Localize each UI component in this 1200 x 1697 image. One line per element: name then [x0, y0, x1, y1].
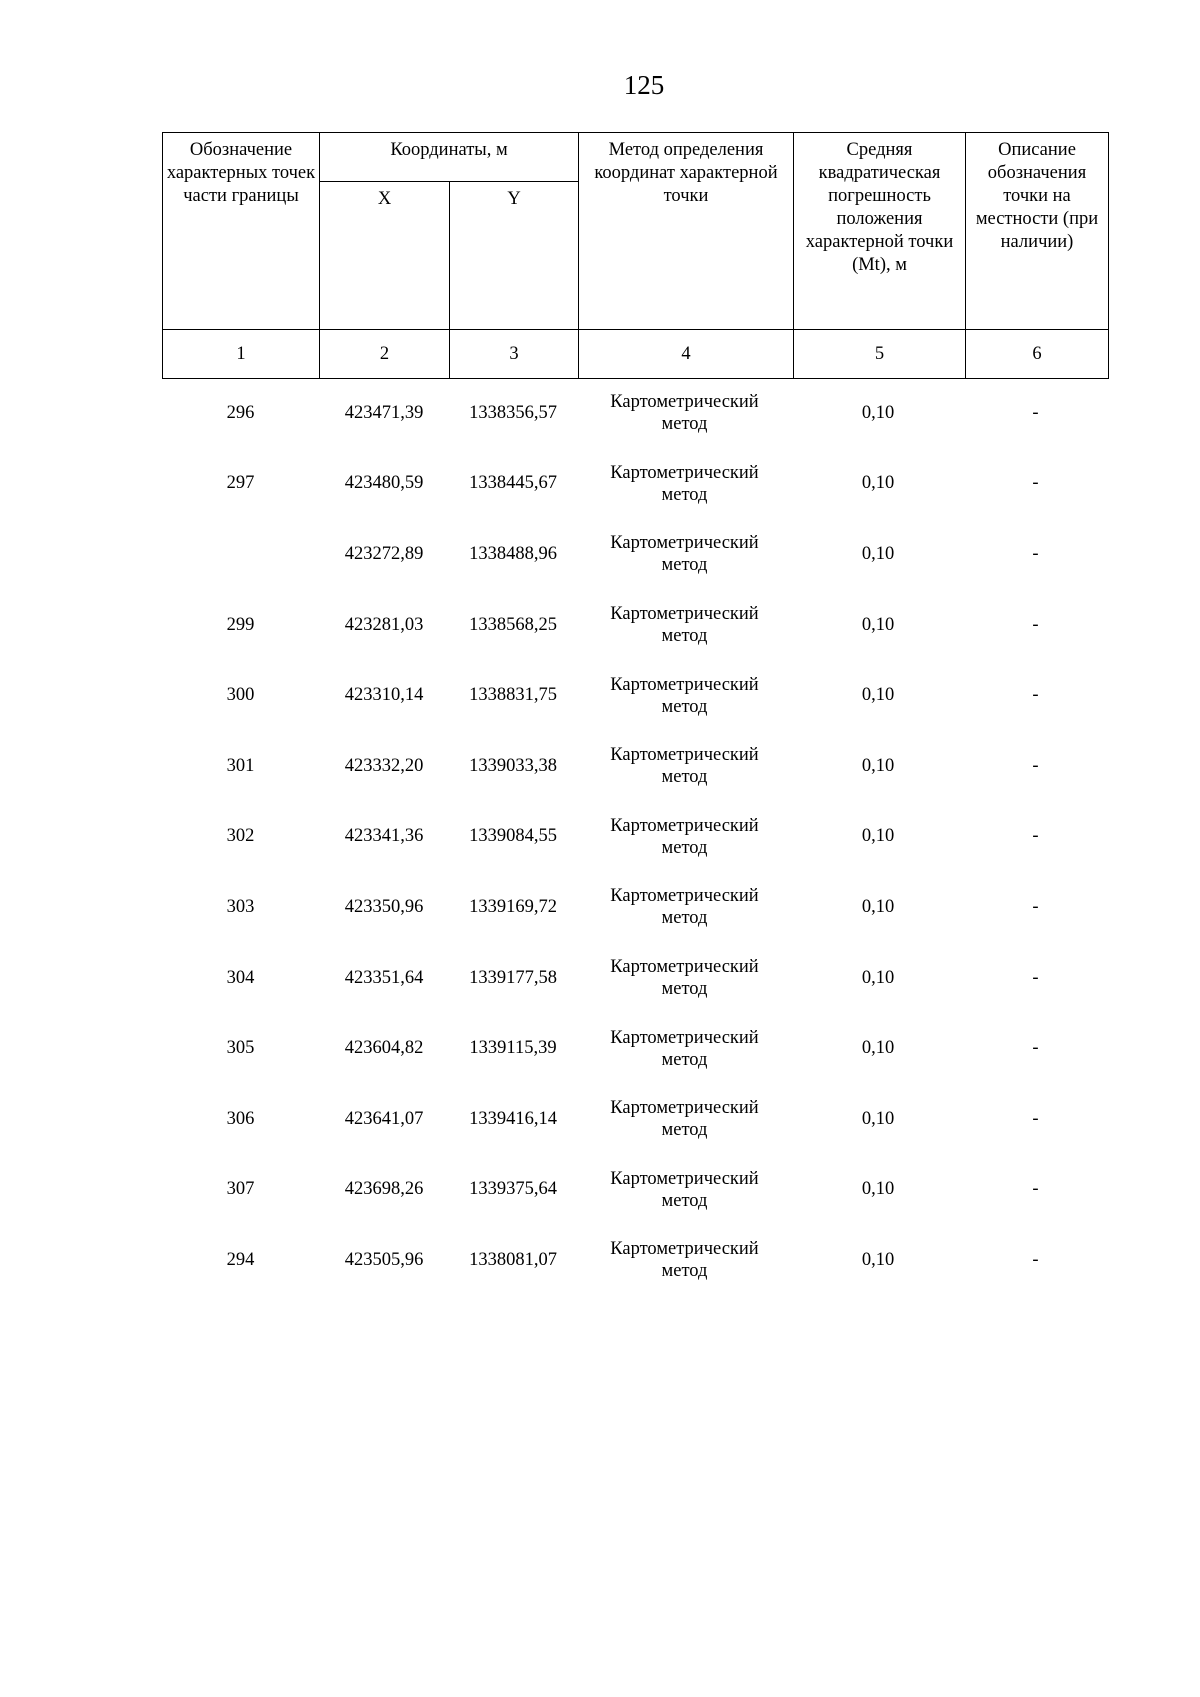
coord-y: 1339033,38 — [469, 755, 557, 776]
coord-x: 423641,07 — [344, 1108, 424, 1129]
column-number: 5 — [794, 330, 966, 379]
method: Картометрический метод — [610, 886, 759, 929]
coord-x: 423604,82 — [344, 1038, 424, 1059]
coord-y: 1338831,75 — [469, 685, 557, 706]
description: - — [1032, 685, 1039, 706]
description: - — [1032, 543, 1039, 564]
header-point-designation: Обозначение характерных точек части границы — [163, 133, 320, 330]
method: Картометрический метод — [610, 462, 759, 505]
point-number: 301 — [226, 755, 255, 776]
method: Картометрический метод — [610, 1168, 759, 1211]
header-y: Y — [450, 182, 579, 330]
coord-x: 423310,14 — [344, 685, 424, 706]
header-description: Описание обозначения точки на местности (при наличии) — [966, 133, 1109, 330]
point-number: 296 — [226, 402, 255, 423]
description: - — [1032, 614, 1039, 635]
header-x: X — [320, 182, 450, 330]
coord-y: 1338568,25 — [469, 614, 557, 635]
method: Картометрический метод — [610, 1098, 759, 1141]
header-coordinates: Координаты, м — [320, 133, 579, 182]
table-row — [162, 519, 1107, 590]
point-number: 297 — [226, 473, 255, 494]
coord-y: 1339177,58 — [469, 967, 557, 988]
header-method: Метод определения координат характерной точки — [579, 133, 794, 330]
coord-y: 1339169,72 — [469, 896, 557, 917]
table-row — [162, 872, 1107, 943]
description: - — [1032, 896, 1039, 917]
point-number: 299 — [226, 614, 255, 635]
method: Картометрический метод — [610, 745, 759, 788]
coord-y: 1339115,39 — [469, 1038, 557, 1059]
method: Картометрический метод — [610, 604, 759, 647]
coord-y: 1338488,96 — [469, 543, 557, 564]
coord-x: 423332,20 — [344, 755, 424, 776]
mean-error: 0,10 — [861, 826, 895, 847]
coord-x: 423698,26 — [344, 1179, 424, 1200]
table-row — [162, 660, 1107, 731]
point-number: 304 — [226, 967, 255, 988]
coord-x: 423272,89 — [344, 543, 424, 564]
table-row — [162, 449, 1107, 520]
point-number: 300 — [226, 685, 255, 706]
coord-x: 423505,96 — [344, 1249, 424, 1270]
mean-error: 0,10 — [861, 614, 895, 635]
table-row — [162, 943, 1107, 1014]
table-row — [162, 1225, 1107, 1296]
table-row — [162, 1013, 1107, 1084]
method: Картометрический метод — [610, 1027, 759, 1070]
description: - — [1032, 967, 1039, 988]
mean-error: 0,10 — [861, 896, 895, 917]
mean-error: 0,10 — [861, 1108, 895, 1129]
coord-y: 1339375,64 — [469, 1179, 557, 1200]
coord-x: 423351,64 — [344, 967, 424, 988]
method: Картометрический метод — [610, 392, 759, 435]
method: Картометрический метод — [610, 674, 759, 717]
description: - — [1032, 1108, 1039, 1129]
description: - — [1032, 402, 1039, 423]
description: - — [1032, 1179, 1039, 1200]
coord-y: 1338445,67 — [469, 473, 557, 494]
header-mean-error: Средняя квадратическая погрешность положения характерной точки (Mt), м — [794, 133, 966, 330]
mean-error: 0,10 — [861, 402, 895, 423]
table-row — [162, 378, 1107, 449]
column-number: 3 — [450, 330, 579, 379]
method: Картометрический метод — [610, 815, 759, 858]
point-number: 303 — [226, 896, 255, 917]
coord-x: 423350,96 — [344, 896, 424, 917]
mean-error: 0,10 — [861, 543, 895, 564]
column-number: 2 — [320, 330, 450, 379]
mean-error: 0,10 — [861, 473, 895, 494]
mean-error: 0,10 — [861, 1038, 895, 1059]
column-number: 4 — [579, 330, 794, 379]
coord-y: 1339416,14 — [469, 1108, 557, 1129]
point-number: 305 — [226, 1038, 255, 1059]
point-number: 306 — [226, 1108, 255, 1129]
description: - — [1032, 826, 1039, 847]
coord-y: 1339084,55 — [469, 826, 557, 847]
table-row — [162, 802, 1107, 873]
coord-x: 423480,59 — [344, 473, 424, 494]
table-row — [162, 590, 1107, 661]
page-number: 125 — [623, 70, 665, 100]
mean-error: 0,10 — [861, 1249, 895, 1270]
table-row — [162, 1084, 1107, 1155]
coordinates-list — [162, 378, 1107, 1296]
point-number: 307 — [226, 1179, 255, 1200]
description: - — [1032, 755, 1039, 776]
method: Картометрический метод — [610, 533, 759, 576]
mean-error: 0,10 — [861, 1179, 895, 1200]
table-row — [162, 731, 1107, 802]
column-number: 6 — [966, 330, 1109, 379]
description: - — [1032, 1038, 1039, 1059]
mean-error: 0,10 — [861, 967, 895, 988]
description: - — [1032, 473, 1039, 494]
method: Картометрический метод — [610, 1239, 759, 1282]
coord-x: 423471,39 — [344, 402, 424, 423]
mean-error: 0,10 — [861, 755, 895, 776]
coord-y: 1338356,57 — [469, 402, 557, 423]
coord-x: 423341,36 — [344, 826, 424, 847]
header-table — [162, 132, 1109, 379]
method: Картометрический метод — [610, 957, 759, 1000]
column-number: 1 — [163, 330, 320, 379]
point-number: 302 — [226, 826, 255, 847]
mean-error: 0,10 — [861, 685, 895, 706]
table-row — [162, 1155, 1107, 1226]
point-number: 294 — [226, 1249, 255, 1270]
coord-x: 423281,03 — [344, 614, 424, 635]
description: - — [1032, 1249, 1039, 1270]
coord-y: 1338081,07 — [469, 1249, 557, 1270]
